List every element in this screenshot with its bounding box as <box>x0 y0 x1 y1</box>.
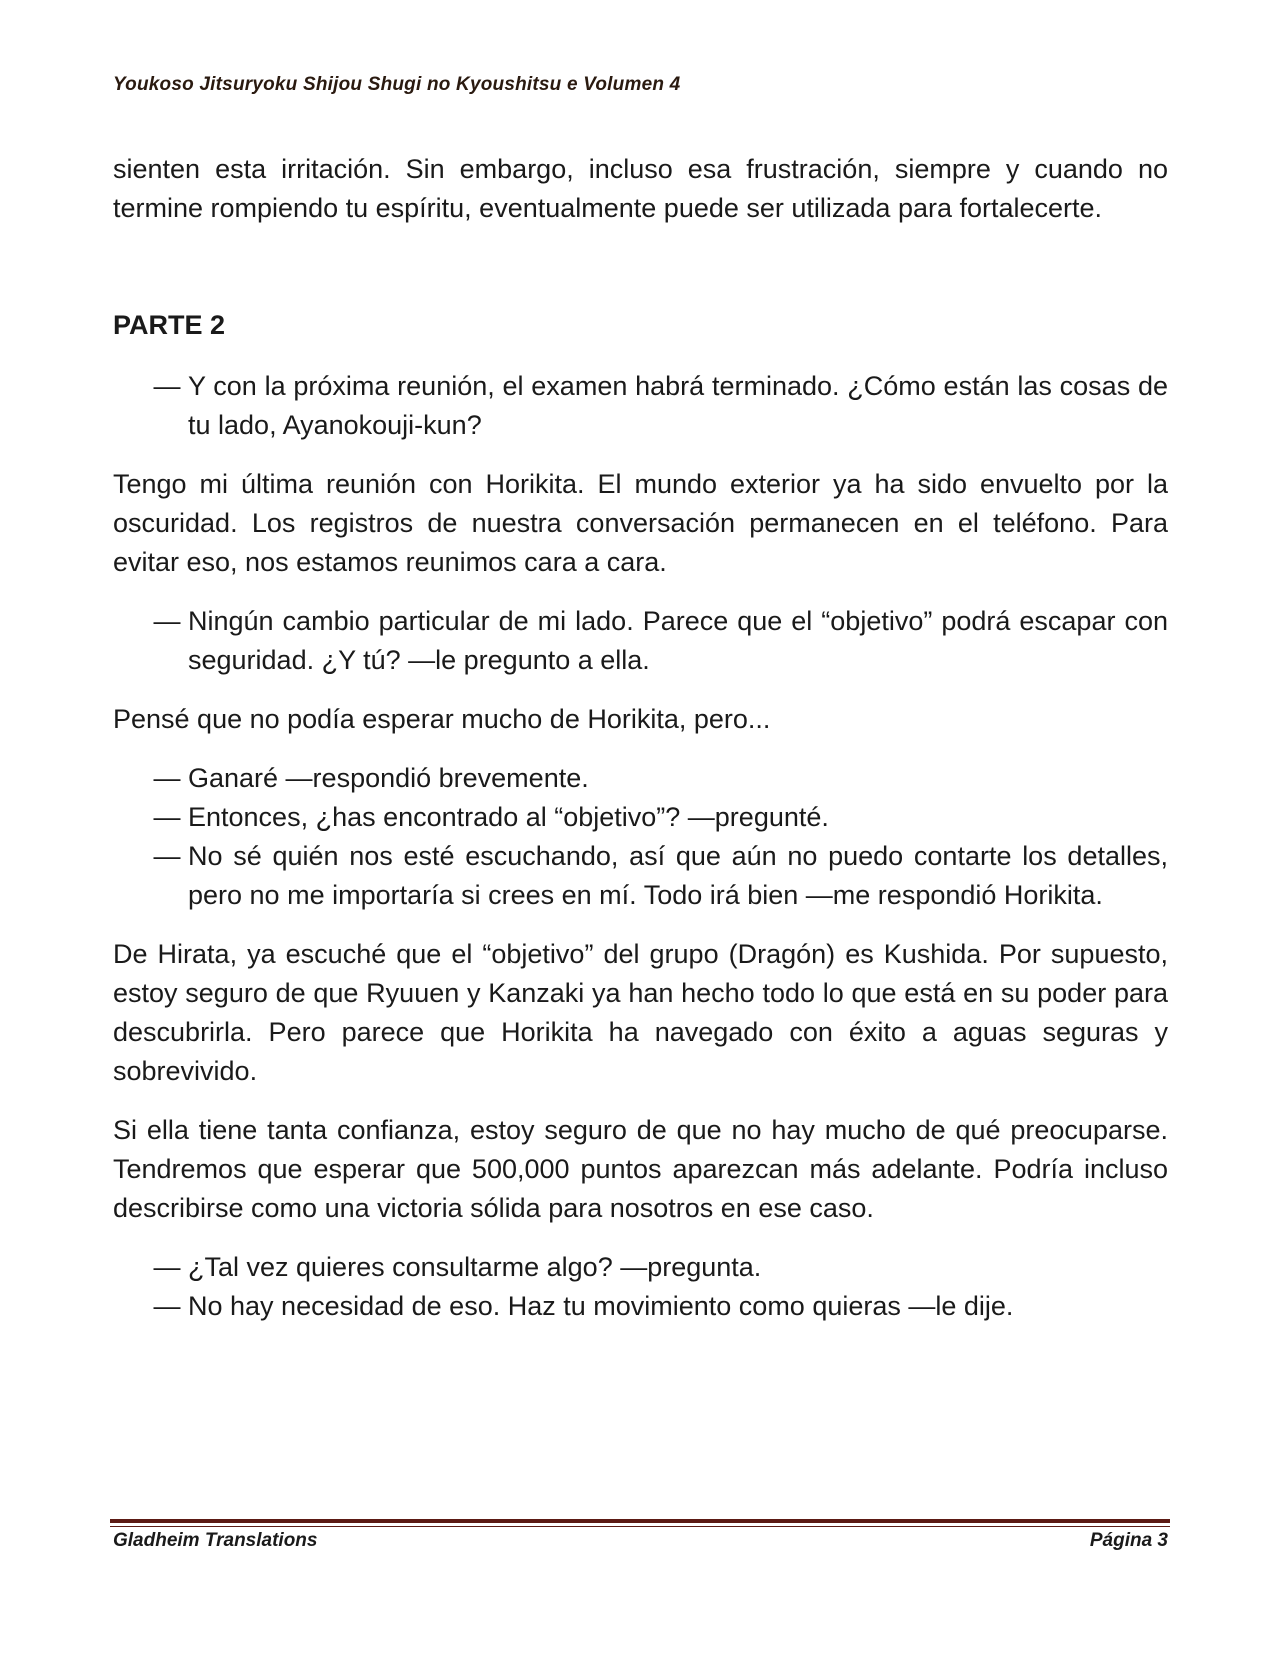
dialogue-line <box>113 759 1168 798</box>
paragraph: sienten esta irritación. Sin embargo, incluso esa frustración, siempre y cuando no termine rompiendo tu espíritu, eventualmente puede ser utilizada para fortalecerte. <box>113 154 1168 223</box>
dialogue-line <box>113 837 1168 915</box>
running-header-title: Youkoso Jitsuryoku Shijou Shugi no Kyoushitsu e Volumen 4 <box>113 74 681 95</box>
dialogue-dash: — <box>153 841 181 871</box>
dialogue-text: No sé quién nos esté escuchando, así que aún no puedo contarte los detalles, pero no me importaría si crees en mí. Todo irá bien —me respondió Horikita. <box>188 841 1168 910</box>
dialogue-text: ¿Tal vez quieres consultarme algo? —pregunta. <box>188 1252 762 1282</box>
dialogue-line <box>113 1248 1168 1287</box>
page-number: Página 3 <box>1089 1530 1168 1551</box>
paragraph: Pensé que no podía esperar mucho de Horikita, pero... <box>113 704 771 734</box>
paragraph: Tengo mi última reunión con Horikita. El mundo exterior ya ha sido envuelto por la oscuridad. Los registros de nuestra conversación permanecen en el teléfono. Para evitar eso, nos estamos reunimos cara a cara. <box>113 469 1168 577</box>
dialogue-text: Y con la próxima reunión, el examen habrá terminado. ¿Cómo están las cosas de tu lado, Ayanokouji-kun? <box>188 371 1168 440</box>
dialogue-line <box>113 367 1168 445</box>
dialogue-text: No hay necesidad de eso. Haz tu movimiento como quieras —le dije. <box>188 1291 1014 1321</box>
dialogue-dash: — <box>153 1252 181 1282</box>
dialogue-dash: — <box>153 1291 181 1321</box>
dialogue-dash: — <box>153 763 181 793</box>
dialogue-line <box>113 602 1168 680</box>
paragraph: De Hirata, ya escuché que el “objetivo” del grupo (Dragón) es Kushida. Por supuesto, estoy seguro de que Ryuuen y Kanzaki ya han hecho todo lo que está en su poder para descubrirla. Pero parece que Horikita ha navegado con éxito a aguas seguras y sobrevivido. <box>113 939 1168 1086</box>
footer-divider <box>110 1519 1170 1523</box>
dialogue-text: Ningún cambio particular de mi lado. Parece que el “objetivo” podrá escapar con seguridad. ¿Y tú? —le pregunto a ella. <box>188 606 1168 675</box>
section-heading: PARTE 2 <box>113 310 226 340</box>
paragraph: Si ella tiene tanta confianza, estoy seguro de que no hay mucho de qué preocuparse. Tendremos que esperar que 500,000 puntos aparezcan más adelante. Podría incluso describirse como una victoria sólida para nosotros en ese caso. <box>113 1115 1168 1223</box>
dialogue-dash: — <box>153 371 181 401</box>
dialogue-dash: — <box>153 802 181 832</box>
dialogue-text: Ganaré —respondió brevemente. <box>188 763 589 793</box>
dialogue-line <box>113 1287 1168 1326</box>
page-content <box>113 150 1168 1326</box>
dialogue-text: Entonces, ¿has encontrado al “objetivo”? —pregunté. <box>188 802 829 832</box>
dialogue-line <box>113 798 1168 837</box>
footer-publisher: Gladheim Translations <box>113 1530 318 1551</box>
footer-divider-thin <box>110 1526 1170 1527</box>
dialogue-dash: — <box>153 606 181 636</box>
